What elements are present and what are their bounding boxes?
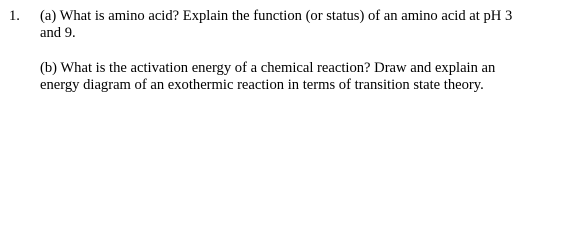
part-b-line-1: (b) What is the activation energy of a chemical reaction? Draw and explain an [40, 60, 496, 76]
part-a-line-2: and 9. [40, 25, 76, 41]
question-number: 1. [9, 8, 20, 24]
part-a-line-1: (a) What is amino acid? Explain the function (or status) of an amino acid at pH 3 [40, 8, 513, 24]
part-b-line-2: energy diagram of an exothermic reaction in terms of transition state theory. [40, 77, 484, 93]
question-part-a [40, 8, 576, 42]
question-part-b [40, 60, 576, 94]
